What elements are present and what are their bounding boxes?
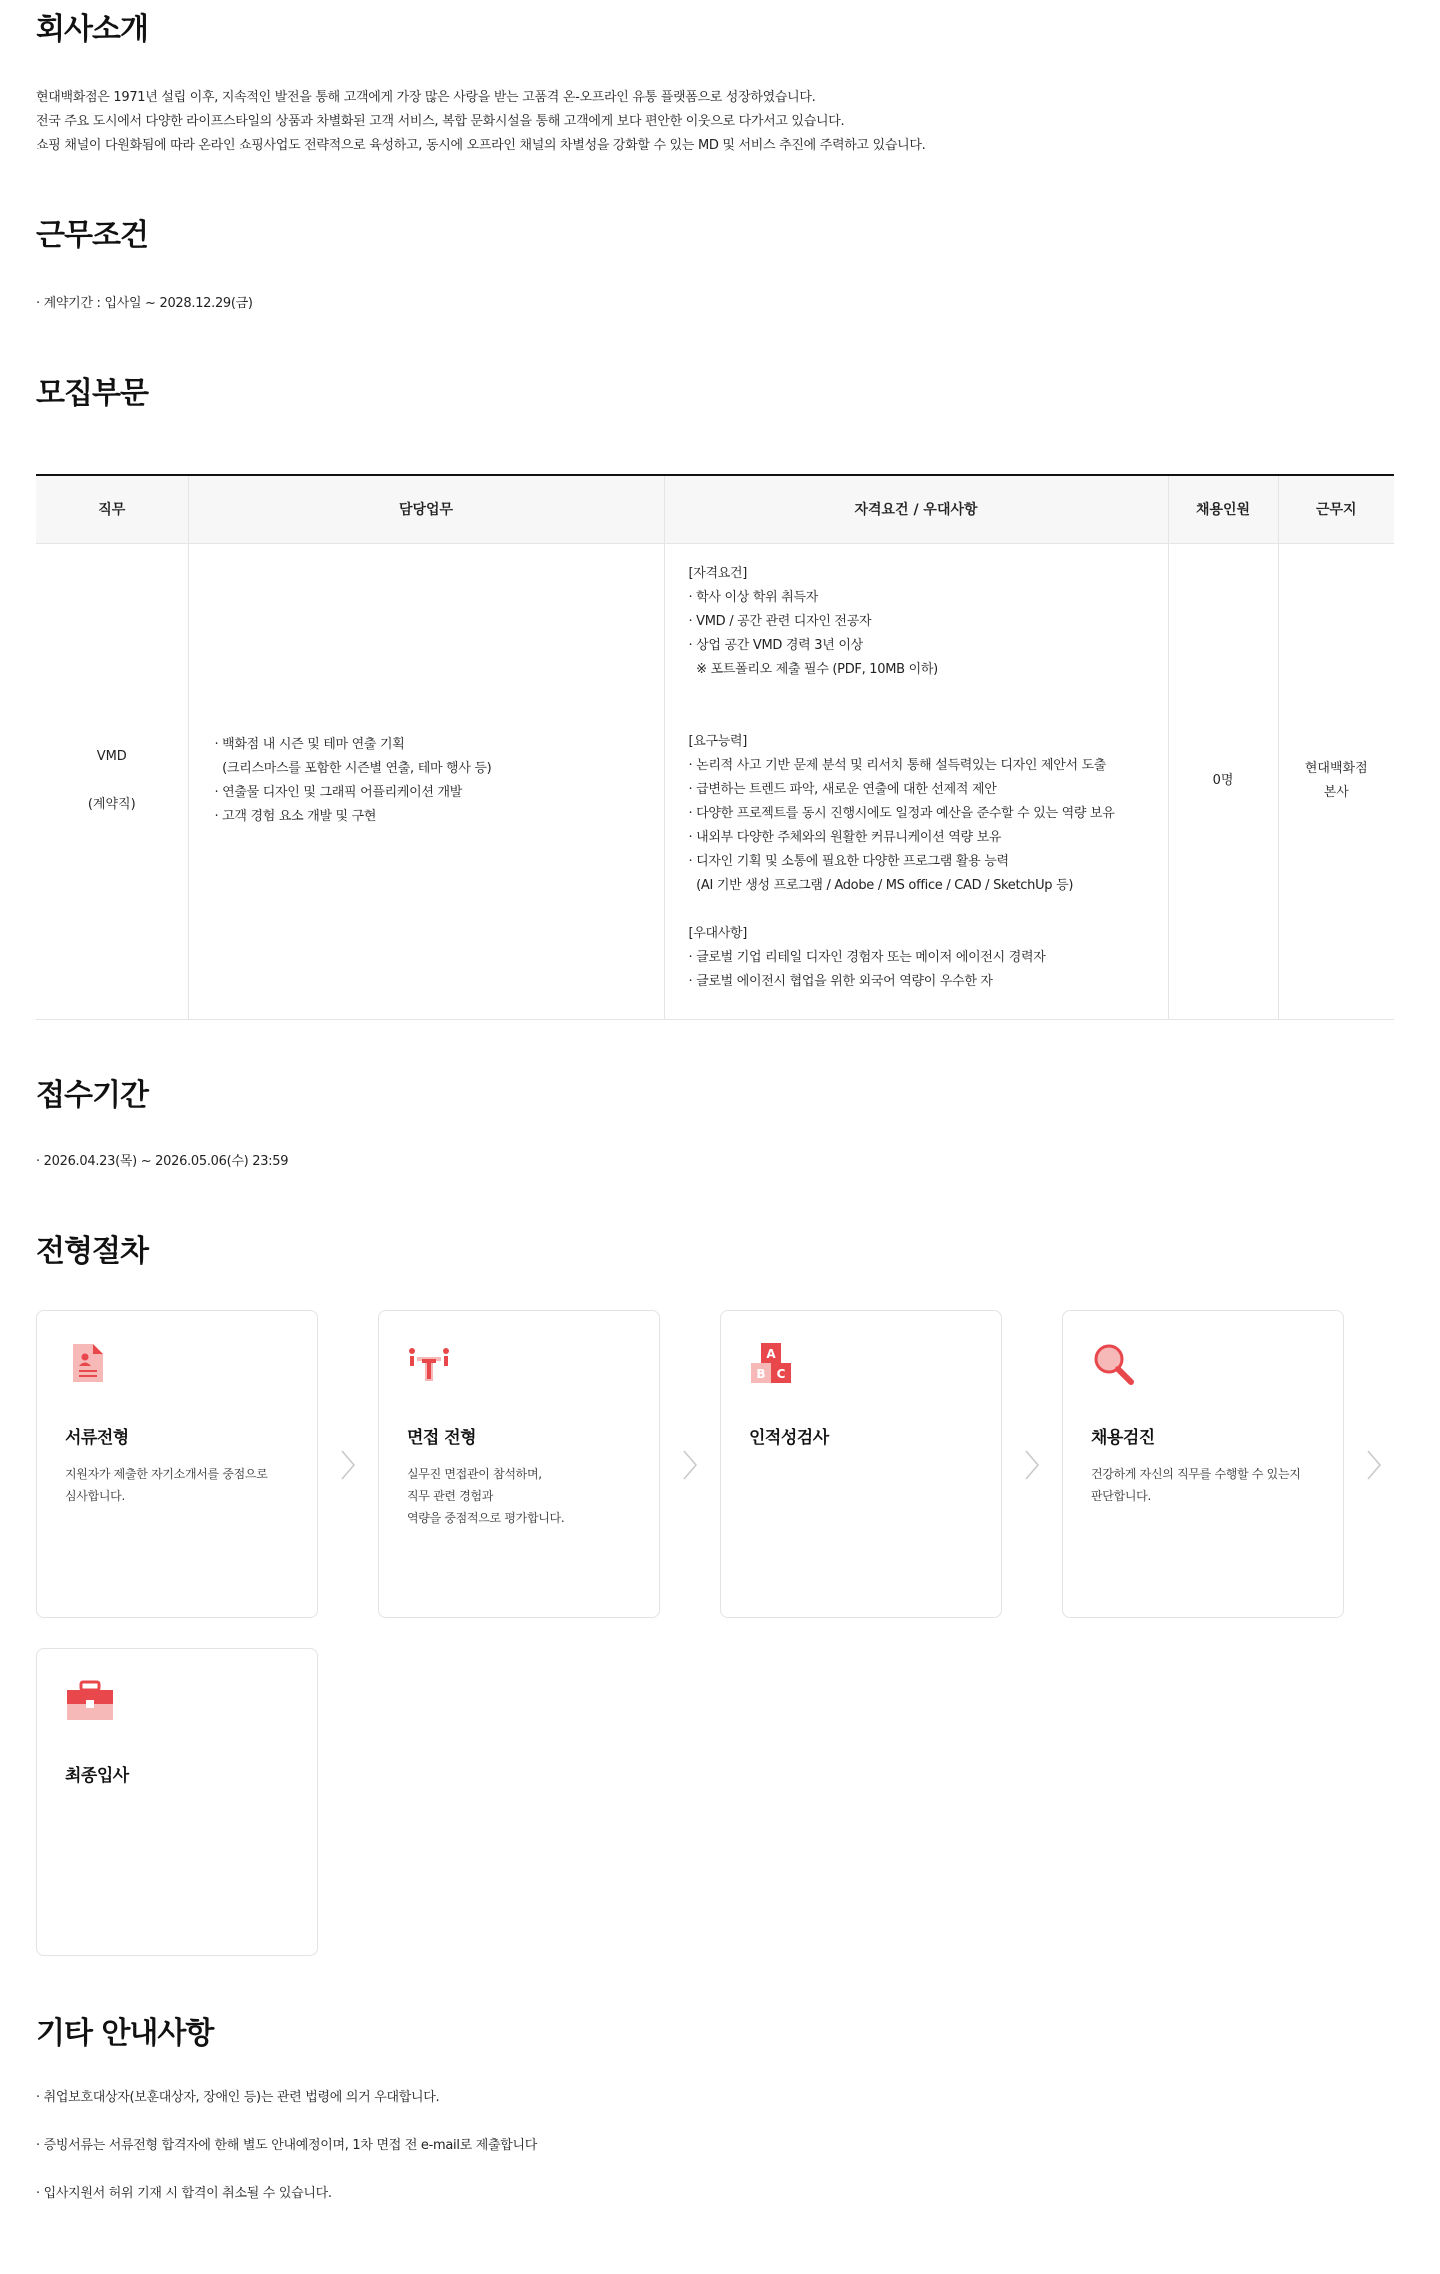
location-line: 본사 xyxy=(1323,785,1349,800)
step-desc-line: 지원자가 제출한 자기소개서를 중점으로 xyxy=(65,1467,268,1481)
etc-notes xyxy=(36,2086,537,2206)
process-step-final xyxy=(36,1648,318,1956)
qual-item: · VMD / 공간 관련 디자인 전공자 xyxy=(688,613,872,629)
step-description xyxy=(65,1463,268,1507)
qual-item: ※ 포트폴리오 제출 필수 (PDF, 10MB 이하) xyxy=(688,661,938,677)
document-icon xyxy=(65,1341,109,1385)
contract-period: · 계약기간 : 입사일 ~ 2028.12.29(금) xyxy=(36,296,253,311)
abc-blocks-icon xyxy=(749,1341,793,1385)
recruit-table xyxy=(36,474,1394,1020)
period-title: 접수기간 xyxy=(36,1078,148,1113)
duty-item: (크리스마스를 포함한 시즌별 연출, 테마 행사 등) xyxy=(214,761,492,776)
th-location: 근무지 xyxy=(1278,475,1394,543)
step-desc-line: 실무진 면접관이 참석하며, xyxy=(407,1467,542,1481)
interview-icon xyxy=(407,1341,451,1385)
duties-cell xyxy=(188,543,664,1019)
step-title: 채용검진 xyxy=(1091,1428,1155,1448)
job-type: (계약직) xyxy=(87,797,136,812)
pref-item: · 글로벌 에이전시 협업을 위한 외국어 역량이 우수한 자 xyxy=(688,973,993,989)
process-step-medical xyxy=(1062,1310,1344,1618)
recruit-title: 모집부문 xyxy=(36,376,148,411)
qualifications-cell xyxy=(664,543,1168,1019)
step-desc-line: 건강하게 자신의 직무를 수행할 수 있는지 xyxy=(1091,1467,1301,1481)
step-title: 최종입사 xyxy=(65,1766,129,1786)
company-title: 회사소개 xyxy=(36,12,148,47)
conditions-text xyxy=(36,292,253,316)
duty-item: · 백화점 내 시즌 및 테마 연출 기획 xyxy=(214,737,405,752)
step-desc-line: 역량을 중점적으로 평가합니다. xyxy=(407,1511,565,1525)
block-letter-a: A xyxy=(766,1347,776,1361)
step-title: 면접 전형 xyxy=(407,1428,477,1448)
note-item: · 입사지원서 허위 기재 시 합격이 취소될 수 있습니다. xyxy=(36,2186,332,2201)
block-letter-b: B xyxy=(756,1367,766,1381)
duty-item: · 연출물 디자인 및 그래픽 어플리케이션 개발 xyxy=(214,785,462,800)
step-description xyxy=(1091,1463,1301,1507)
process-step-aptitude xyxy=(720,1310,1002,1618)
th-job: 직무 xyxy=(36,475,188,543)
step-description xyxy=(407,1463,564,1529)
chevron-right-icon xyxy=(1022,1448,1042,1482)
note-item: · 증빙서류는 서류전형 합격자에 한해 별도 안내예정이며, 1차 면접 전 e-mail로 제출합니다 xyxy=(36,2138,538,2153)
note-item: · 취업보호대상자(보훈대상자, 장애인 등)는 관련 법령에 의거 우대합니다. xyxy=(36,2090,440,2105)
step-title: 인적성검사 xyxy=(749,1428,829,1448)
company-line: 쇼핑 채널이 다원화됨에 따라 온라인 쇼핑사업도 전략적으로 육성하고, 동시에 오프라인 채널의 차별성을 강화할 수 있는 MD 및 서비스 추진에 주력하고 있습니다. xyxy=(36,138,926,153)
process-step-interview xyxy=(378,1310,660,1618)
headcount: 0명 xyxy=(1212,773,1234,788)
etc-title: 기타 안내사항 xyxy=(36,2016,214,2051)
th-duties: 담당업무 xyxy=(188,475,664,543)
th-headcount: 채용인원 xyxy=(1168,475,1278,543)
skill-item: · 논리적 사고 기반 문제 분석 및 리서치 통해 설득력있는 디자인 제안서 도출 xyxy=(688,757,1107,773)
period-text xyxy=(36,1150,288,1174)
qual-heading: [자격요건] xyxy=(688,565,748,581)
process-title: 전형절차 xyxy=(36,1234,148,1269)
skill-item: · 디자인 기획 및 소통에 필요한 다양한 프로그램 활용 능력 xyxy=(688,853,1009,869)
qual-item: · 학사 이상 학위 취득자 xyxy=(688,589,818,605)
chevron-right-icon xyxy=(680,1448,700,1482)
application-period: · 2026.04.23(목) ~ 2026.05.06(수) 23:59 xyxy=(36,1154,289,1169)
skill-heading: [요구능력] xyxy=(688,733,748,749)
pref-item: · 글로벌 기업 리테일 디자인 경험자 또는 메이저 에이전시 경력자 xyxy=(688,949,1046,965)
conditions-title: 근무조건 xyxy=(36,218,148,253)
skill-item: (AI 기반 생성 프로그램 / Adobe / MS office / CAD / SketchUp 등) xyxy=(688,877,1074,893)
job-cell xyxy=(36,543,188,1019)
step-title: 서류전형 xyxy=(65,1428,129,1448)
headcount-cell xyxy=(1168,543,1278,1019)
briefcase-icon xyxy=(65,1679,109,1723)
magnifier-icon xyxy=(1091,1341,1135,1385)
block-letter-c: C xyxy=(776,1367,786,1381)
table-header-row xyxy=(36,475,1394,543)
step-desc-line: 심사합니다. xyxy=(65,1489,125,1503)
table-row xyxy=(36,543,1394,1019)
step-desc-line: 판단합니다. xyxy=(1091,1489,1151,1503)
chevron-right-icon xyxy=(1364,1448,1384,1482)
company-line: 전국 주요 도시에서 다양한 라이프스타일의 상품과 차별화된 고객 서비스, 복합 문화시설을 통해 고객에게 보다 편안한 이웃으로 다가서고 있습니다. xyxy=(36,114,845,129)
job-name: VMD xyxy=(96,749,127,764)
company-line: 현대백화점은 1971년 설립 이후, 지속적인 발전을 통해 고객에게 가장 많은 사랑을 받는 고품격 온-오프라인 유통 플랫폼으로 성장하였습니다. xyxy=(36,90,816,105)
step-desc-line: 직무 관련 경험과 xyxy=(407,1489,494,1503)
chevron-right-icon xyxy=(338,1448,358,1482)
qual-item: · 상업 공간 VMD 경력 3년 이상 xyxy=(688,637,863,653)
duty-item: · 고객 경험 요소 개발 및 구현 xyxy=(214,809,377,824)
location-cell xyxy=(1278,543,1394,1019)
th-qualifications: 자격요건 / 우대사항 xyxy=(664,475,1168,543)
process-step-document xyxy=(36,1310,318,1618)
skill-item: · 내외부 다양한 주체와의 원활한 커뮤니케이션 역량 보유 xyxy=(688,829,1002,845)
skill-item: · 다양한 프로젝트를 동시 진행시에도 일정과 예산을 준수할 수 있는 역량 보유 xyxy=(688,805,1115,821)
pref-heading: [우대사항] xyxy=(688,925,748,941)
company-description xyxy=(36,86,925,158)
location-line: 현대백화점 xyxy=(1304,761,1368,776)
skill-item: · 급변하는 트렌드 파악, 새로운 연출에 대한 선제적 제안 xyxy=(688,781,997,797)
